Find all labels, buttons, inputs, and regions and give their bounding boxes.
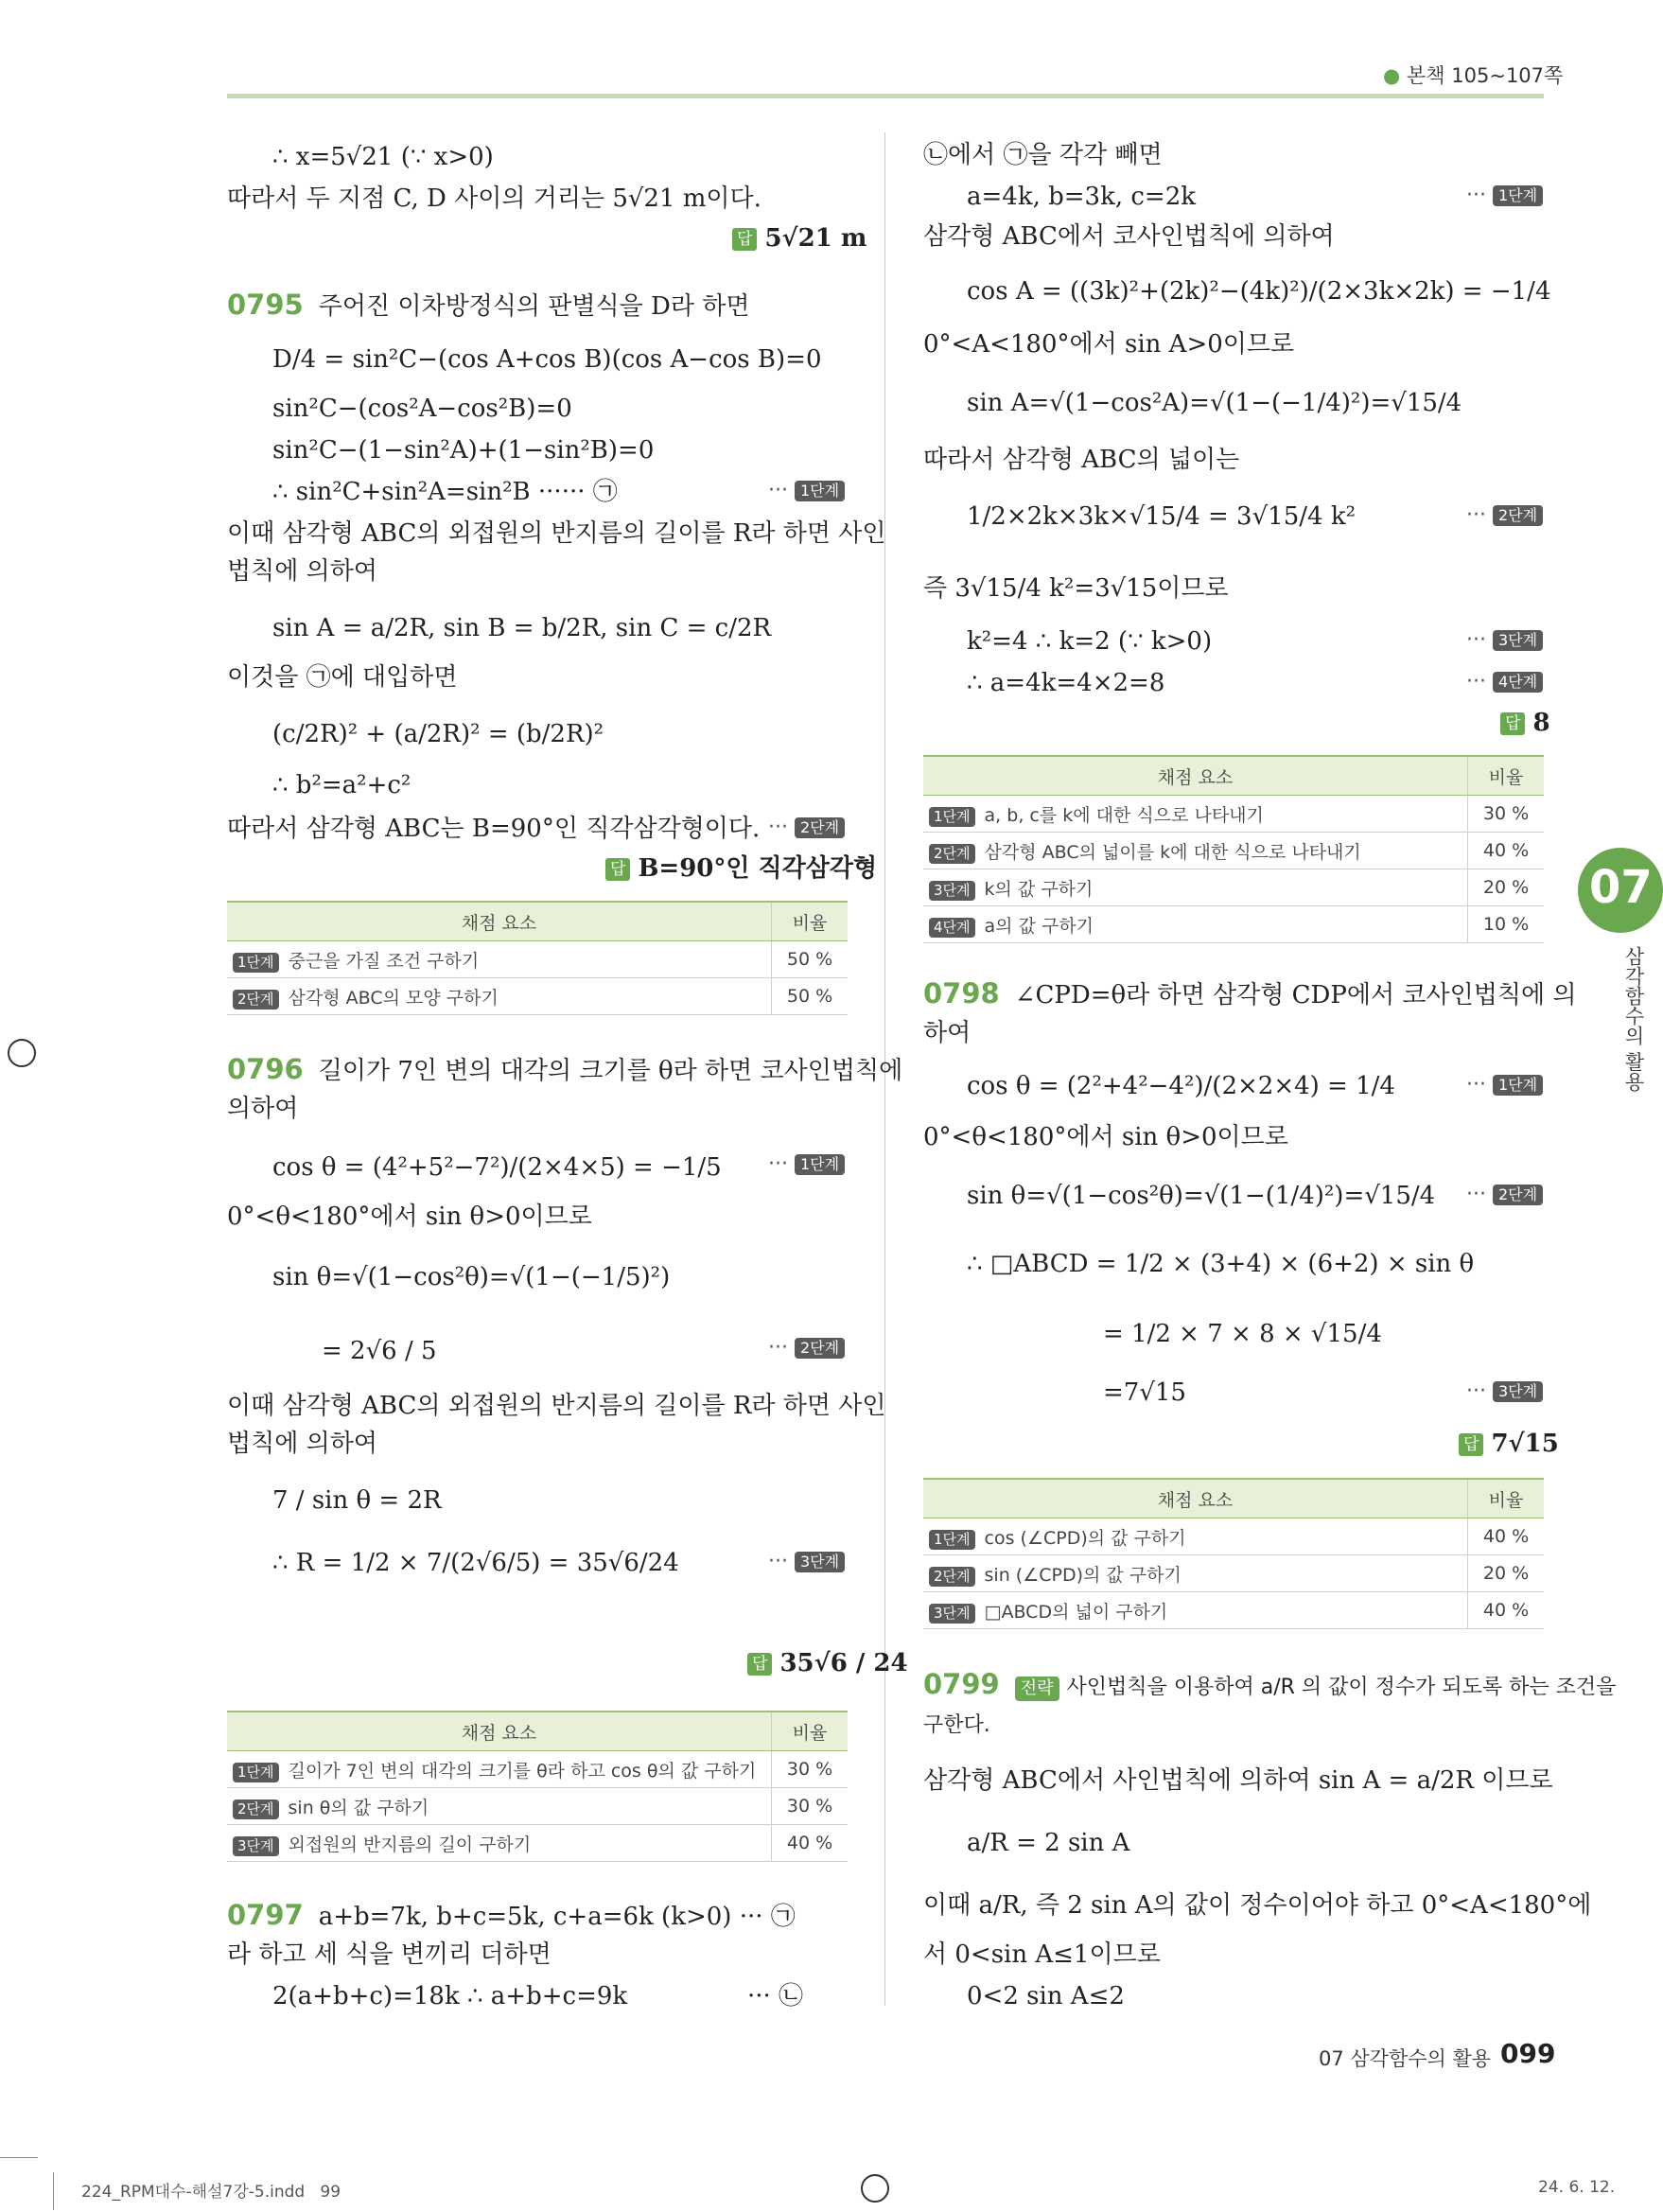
table-row: 2단계 sin (∠CPD)의 값 구하기 20 % xyxy=(923,1555,1544,1592)
step-marker: ··· 3단계 xyxy=(1466,1378,1543,1406)
header-ref xyxy=(1383,61,1563,89)
equation: = 1/2 × 7 × 8 × √15/4 xyxy=(1103,1320,1382,1348)
problem-number: 0797 xyxy=(227,1899,304,1931)
equation: sin θ=√(1−cos²θ)=√(1−(−1/5)²) xyxy=(272,1263,671,1291)
problem-number: 0799 xyxy=(923,1668,1000,1700)
line: 법칙에 의하여 xyxy=(227,1430,377,1458)
side-tab-text: 삼각함수의 활용 xyxy=(1622,946,1645,1092)
problem-number: 0795 xyxy=(227,289,304,321)
step-marker: ··· 3단계 xyxy=(768,1548,845,1576)
score-table xyxy=(923,755,1544,943)
equation: 0°<A<180°에서 sin A>0이므로 xyxy=(923,330,1295,359)
table-header: 비율 xyxy=(1468,1479,1545,1519)
equation: a=4k, b=3k, c=2k xyxy=(967,183,1197,211)
table-row: 4단계 a의 값 구하기 10 % xyxy=(923,906,1544,943)
equation: sin A=√(1−cos²A)=√(1−(−1/4)²)=√15/4 xyxy=(967,389,1462,417)
header-ref-text: 본책 105~107쪽 xyxy=(1407,64,1564,87)
table-row: 1단계 중근을 가질 조건 구하기 50 % xyxy=(227,941,848,978)
answer: 답 B=90°인 직각삼각형 xyxy=(605,851,877,886)
line: 따라서 삼각형 ABC의 넓이는 xyxy=(923,446,1240,474)
footer-left-rule xyxy=(0,2157,38,2158)
equation: cos A = ((3k)²+(2k)²−(4k)²)/(2×3k×2k) = −1/4 xyxy=(967,277,1551,306)
equation: ∴ sin²C+sin²A=sin²B ······ ㉠ xyxy=(272,478,618,506)
footer-left-tick xyxy=(53,2172,54,2210)
problem-0796: 0796 길이가 7인 변의 대각의 크기를 θ라 하면 코사인법칙에 xyxy=(227,1053,903,1085)
table-header: 채점 요소 xyxy=(923,1479,1468,1519)
equation: a/R = 2 sin A xyxy=(967,1829,1130,1857)
table-row: 1단계 a, b, c를 k에 대한 식으로 나타내기 30 % xyxy=(923,796,1544,833)
equation: 즉 3√15/4 k²=3√15이므로 xyxy=(923,574,1229,603)
step-marker: ··· 2단계 xyxy=(768,1334,845,1362)
page-number: 099 xyxy=(1500,2038,1556,2069)
step-marker: ··· 1단계 xyxy=(768,1150,845,1179)
problem-0795: 0795 주어진 이차방정식의 판별식을 D라 하면 xyxy=(227,289,750,321)
table-row: 3단계 외접원의 반지름의 길이 구하기 40 % xyxy=(227,1825,848,1862)
equation: =7√15 xyxy=(1103,1378,1186,1407)
line: 삼각형 ABC에서 코사인법칙에 의하여 xyxy=(923,222,1335,251)
table-header: 비율 xyxy=(1468,756,1545,796)
equation: sin A = a/2R, sin B = b/2R, sin C = c/2R xyxy=(272,614,772,642)
line: 하여 xyxy=(923,1019,972,1047)
equation: sin²C−(1−sin²A)+(1−sin²B)=0 xyxy=(272,436,655,465)
equation-mark: ··· ㉡ xyxy=(747,1982,804,2010)
table-row: 3단계 □ABCD의 넓이 구하기 40 % xyxy=(923,1592,1544,1629)
line: ㉡에서 ㉠을 각각 빼면 xyxy=(923,141,1163,169)
equation: 0°<θ<180°에서 sin θ>0이므로 xyxy=(923,1123,1288,1151)
line: 이때 삼각형 ABC의 외접원의 반지름의 길이를 R라 하면 사인 xyxy=(227,519,886,548)
equation: cos θ = (4²+5²−7²)/(2×4×5) = −1/5 xyxy=(272,1153,722,1182)
equation: 2(a+b+c)=18k ∴ a+b+c=9k xyxy=(272,1982,628,2010)
line: 법칙에 의하여 xyxy=(227,557,377,586)
equation: 7 / sin θ = 2R xyxy=(272,1486,442,1515)
problem-0798: 0798 ∠CPD=θ라 하면 삼각형 CDP에서 코사인법칙에 의 xyxy=(923,977,1577,1009)
equation: cos θ = (2²+4²−4²)/(2×2×4) = 1/4 xyxy=(967,1072,1395,1100)
registration-mark-icon xyxy=(8,1039,36,1067)
line: 서 0<sin A≤1이므로 xyxy=(923,1940,1161,1969)
step-marker: ··· 1단계 xyxy=(1466,1071,1543,1099)
table-header: 비율 xyxy=(772,902,849,941)
step-marker: ··· 3단계 xyxy=(1466,626,1543,655)
step-marker: ··· 1단계 xyxy=(1466,182,1543,210)
line: 이때 삼각형 ABC의 외접원의 반지름의 길이를 R라 하면 사인 xyxy=(227,1392,886,1420)
equation: k²=4 ∴ k=2 (∵ k>0) xyxy=(967,627,1213,656)
equation: = 2√6 / 5 xyxy=(322,1337,437,1365)
equation: ∴ b²=a²+c² xyxy=(272,771,411,799)
equation: ∴ a=4k=4×2=8 xyxy=(967,669,1165,697)
line: 라 하고 세 식을 변끼리 더하면 xyxy=(227,1940,551,1969)
footer-file: 224_RPM대수-해설7강-5.indd 99 xyxy=(81,2183,341,2202)
table-header: 채점 요소 xyxy=(923,756,1468,796)
score-table xyxy=(227,901,848,1015)
footer-chapter: 07 삼각함수의 활용 xyxy=(1319,2047,1492,2070)
answer: 답 5√21 m xyxy=(732,221,867,255)
header-rule xyxy=(227,94,1544,98)
problem-0797: 0797 a+b=7k, b+c=5k, c+a=6k (k>0) ··· ㉠ xyxy=(227,1899,796,1931)
equation: sin θ=√(1−cos²θ)=√(1−(1/4)²)=√15/4 xyxy=(967,1182,1436,1210)
answer: 답 8 xyxy=(1500,706,1550,740)
table-row: 2단계 sin θ의 값 구하기 30 % xyxy=(227,1788,848,1825)
footer-date: 24. 6. 12. xyxy=(1538,2178,1616,2197)
table-row: 2단계 삼각형 ABC의 모양 구하기 50 % xyxy=(227,978,848,1015)
line: 구한다. xyxy=(923,1713,990,1737)
table-header: 비율 xyxy=(772,1712,849,1751)
equation: sin²C−(cos²A−cos²B)=0 xyxy=(272,395,572,423)
equation: D/4 = sin²C−(cos A+cos B)(cos A−cos B)=0 xyxy=(272,345,822,374)
equation: 1/2×2k×3k×√15/4 = 3√15/4 k² xyxy=(967,502,1356,531)
table-header: 채점 요소 xyxy=(227,1712,772,1751)
line: 의하여 xyxy=(227,1095,299,1123)
strategy-tag: 전략 xyxy=(1015,1677,1059,1701)
equation: (c/2R)² + (a/2R)² = (b/2R)² xyxy=(272,720,604,748)
table-row: 1단계 길이가 7인 변의 대각의 크기를 θ라 하고 cos θ의 값 구하기 30 % xyxy=(227,1751,848,1788)
step-marker: ··· 2단계 xyxy=(1466,501,1543,530)
answer: 답 35√6 / 24 xyxy=(747,1646,908,1680)
table-row: 2단계 삼각형 ABC의 넓이를 k에 대한 식으로 나타내기 40 % xyxy=(923,833,1544,869)
step-marker: ··· 2단계 xyxy=(1466,1181,1543,1209)
equation: ∴ R = 1/2 × 7/(2√6/5) = 35√6/24 xyxy=(272,1549,679,1577)
line: 삼각형 ABC에서 사인법칙에 의하여 sin A = a/2R 이므로 xyxy=(923,1766,1553,1795)
table-row: 1단계 cos (∠CPD)의 값 구하기 40 % xyxy=(923,1519,1544,1555)
step-marker: ··· 2단계 xyxy=(768,814,845,842)
line: 따라서 두 지점 C, D 사이의 거리는 5√21 m이다. xyxy=(227,184,761,213)
registration-mark-icon xyxy=(861,2174,889,2203)
equation: 0°<θ<180°에서 sin θ>0이므로 xyxy=(227,1203,592,1231)
step-marker: ··· 4단계 xyxy=(1466,668,1543,696)
equation: 0<2 sin A≤2 xyxy=(967,1982,1125,2010)
side-tab-number: 07 xyxy=(1589,861,1653,914)
line: 이것을 ㉠에 대입하면 xyxy=(227,663,458,692)
step-marker: ··· 1단계 xyxy=(768,477,845,505)
problem-number: 0798 xyxy=(923,977,1000,1009)
line: ∴ x=5√21 (∵ x>0) xyxy=(272,143,494,171)
table-header: 채점 요소 xyxy=(227,902,772,941)
line: 이때 a/R, 즉 2 sin A의 값이 정수이어야 하고 0°<A<180°에 xyxy=(923,1891,1592,1920)
score-table xyxy=(923,1478,1544,1629)
answer: 답 7√15 xyxy=(1459,1427,1559,1461)
line: 따라서 삼각형 ABC는 B=90°인 직각삼각형이다. xyxy=(227,815,761,843)
bullet-icon: ● xyxy=(1383,64,1401,87)
score-table xyxy=(227,1711,848,1862)
problem-number: 0796 xyxy=(227,1053,304,1085)
table-row: 3단계 k의 값 구하기 20 % xyxy=(923,869,1544,906)
problem-0799: 0799 전략 사인법칙을 이용하여 a/R 의 값이 정수가 되도록 하는 조건을 xyxy=(923,1668,1617,1700)
equation: ∴ □ABCD = 1/2 × (3+4) × (6+2) × sin θ xyxy=(967,1250,1475,1278)
